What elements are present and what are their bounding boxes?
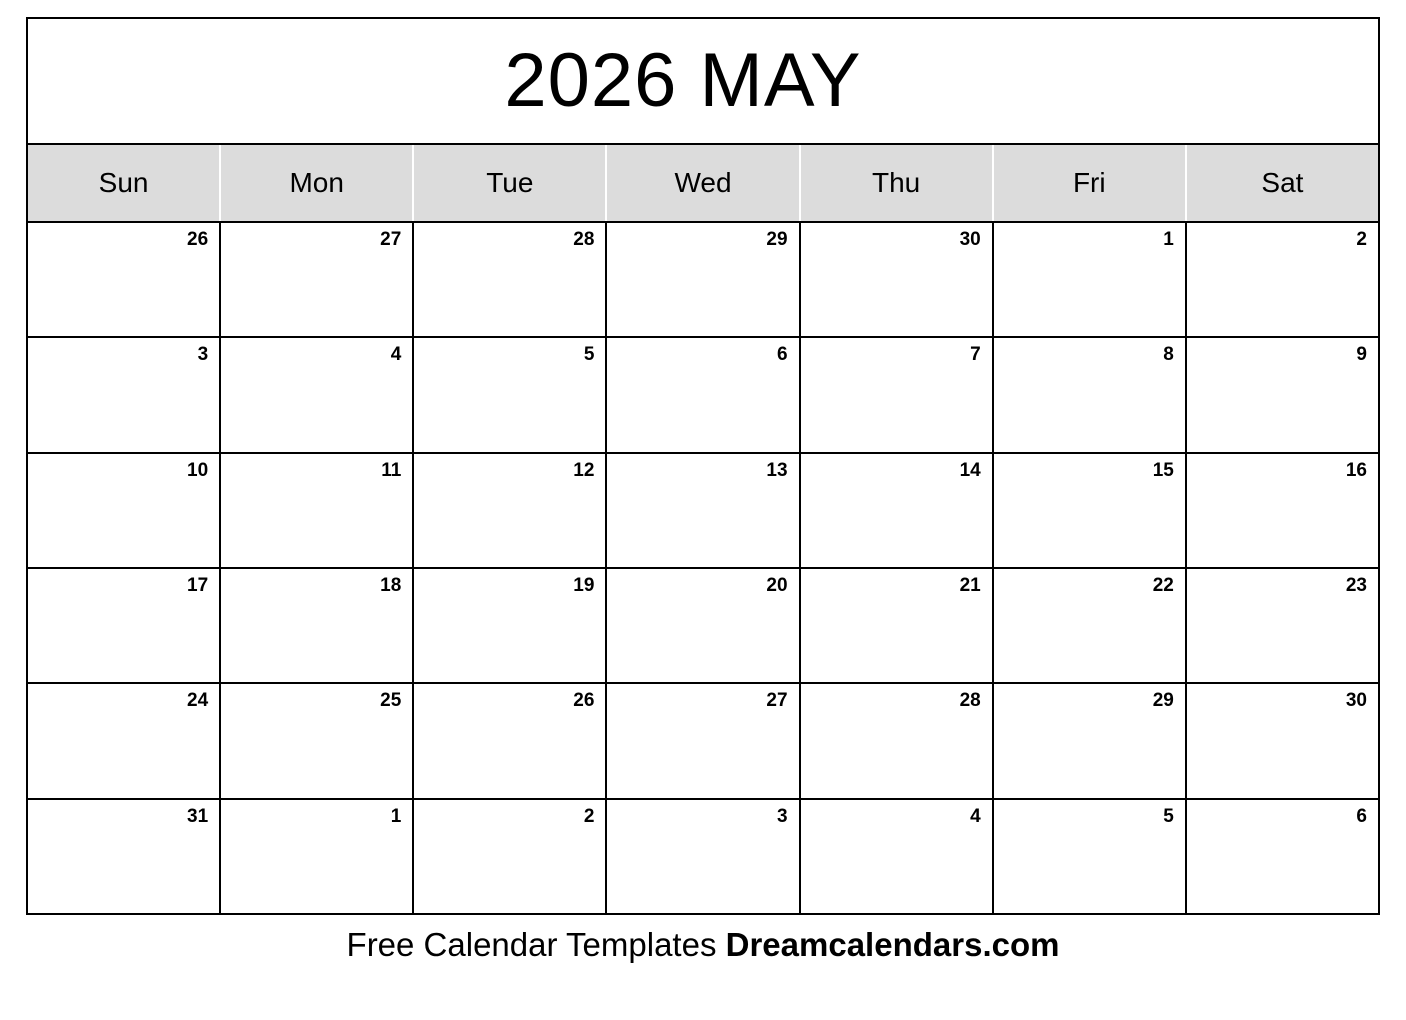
day-number: 3 bbox=[197, 344, 209, 366]
day-cell[interactable] bbox=[994, 338, 1187, 451]
day-number: 23 bbox=[1345, 574, 1367, 596]
day-number: 15 bbox=[1152, 459, 1174, 481]
calendar-week-row bbox=[28, 684, 1378, 799]
day-cell[interactable] bbox=[1187, 569, 1378, 682]
day-number: 1 bbox=[1163, 229, 1174, 250]
day-cell[interactable] bbox=[221, 223, 414, 336]
day-cell[interactable] bbox=[28, 800, 221, 913]
day-cell[interactable] bbox=[801, 338, 994, 451]
calendar-title-bar bbox=[28, 19, 1378, 143]
day-number: 12 bbox=[573, 459, 595, 481]
day-number: 20 bbox=[766, 574, 788, 596]
day-number: 10 bbox=[187, 459, 209, 481]
day-number: 6 bbox=[1356, 805, 1367, 827]
day-number: 29 bbox=[1152, 690, 1174, 712]
day-number: 22 bbox=[1152, 574, 1174, 596]
day-cell[interactable] bbox=[1187, 338, 1378, 451]
day-number: 7 bbox=[970, 344, 981, 366]
calendar-week-row bbox=[28, 569, 1378, 684]
day-number: 25 bbox=[380, 690, 402, 712]
day-cell[interactable] bbox=[994, 569, 1187, 682]
day-cell[interactable] bbox=[1187, 684, 1378, 797]
day-number: 18 bbox=[380, 574, 402, 596]
day-cell[interactable] bbox=[414, 223, 607, 336]
day-number: 3 bbox=[776, 805, 788, 827]
day-number: 28 bbox=[573, 229, 595, 250]
day-cell[interactable] bbox=[607, 684, 800, 797]
day-cell[interactable] bbox=[221, 684, 414, 797]
day-number: 14 bbox=[959, 459, 981, 481]
day-number: 27 bbox=[766, 690, 788, 712]
day-cell[interactable] bbox=[994, 800, 1187, 913]
day-number: 5 bbox=[1163, 805, 1174, 827]
day-cell[interactable] bbox=[1187, 800, 1378, 913]
day-number: 4 bbox=[390, 344, 402, 366]
day-cell[interactable] bbox=[28, 454, 221, 567]
footer bbox=[0, 925, 1406, 965]
day-number: 13 bbox=[766, 459, 788, 481]
day-cell[interactable] bbox=[607, 800, 800, 913]
day-cell[interactable] bbox=[801, 569, 994, 682]
day-cell[interactable] bbox=[28, 684, 221, 797]
day-number: 2 bbox=[1356, 229, 1367, 250]
day-number: 5 bbox=[583, 344, 595, 366]
weekday-header-fri: Fri bbox=[994, 145, 1187, 221]
day-cell[interactable] bbox=[414, 338, 607, 451]
day-cell[interactable] bbox=[221, 569, 414, 682]
day-cell[interactable] bbox=[1187, 454, 1378, 567]
day-cell[interactable] bbox=[28, 338, 221, 451]
calendar-week-row bbox=[28, 800, 1378, 913]
day-cell[interactable] bbox=[801, 454, 994, 567]
day-number: 28 bbox=[959, 690, 981, 712]
day-number: 8 bbox=[1163, 344, 1174, 366]
day-number: 1 bbox=[390, 805, 402, 827]
day-number: 27 bbox=[380, 229, 402, 250]
day-cell[interactable] bbox=[28, 569, 221, 682]
day-number: 30 bbox=[959, 229, 981, 250]
day-cell[interactable] bbox=[414, 569, 607, 682]
calendar-frame bbox=[26, 17, 1380, 915]
calendar-week-row bbox=[28, 454, 1378, 569]
weekday-header-mon: Mon bbox=[221, 145, 414, 221]
day-cell[interactable] bbox=[801, 800, 994, 913]
calendar-week-row bbox=[28, 223, 1378, 338]
day-cell[interactable] bbox=[994, 684, 1187, 797]
day-cell[interactable] bbox=[607, 454, 800, 567]
day-number: 6 bbox=[776, 344, 788, 366]
day-number: 21 bbox=[959, 574, 981, 596]
day-number: 11 bbox=[381, 459, 402, 481]
day-cell[interactable] bbox=[28, 223, 221, 336]
weekday-header-tue: Tue bbox=[414, 145, 607, 221]
day-number: 24 bbox=[187, 690, 209, 712]
footer-text: Free Calendar Templates bbox=[346, 926, 726, 963]
day-cell[interactable] bbox=[1187, 223, 1378, 336]
day-cell[interactable] bbox=[221, 800, 414, 913]
footer-brand: Dreamcalendars.com bbox=[725, 926, 1060, 963]
calendar-week-row bbox=[28, 338, 1378, 453]
day-number: 26 bbox=[187, 229, 209, 250]
weekday-header-sun: Sun bbox=[28, 145, 221, 221]
day-number: 29 bbox=[766, 229, 788, 250]
day-number: 16 bbox=[1345, 459, 1367, 481]
page-title: 2026 MAY bbox=[504, 38, 862, 123]
day-cell[interactable] bbox=[801, 223, 994, 336]
calendar-grid bbox=[28, 223, 1378, 913]
day-cell[interactable] bbox=[994, 223, 1187, 336]
day-cell[interactable] bbox=[801, 684, 994, 797]
day-cell[interactable] bbox=[607, 338, 800, 451]
day-cell[interactable] bbox=[414, 800, 607, 913]
day-cell[interactable] bbox=[414, 684, 607, 797]
day-cell[interactable] bbox=[414, 454, 607, 567]
day-number: 2 bbox=[583, 805, 595, 827]
day-number: 4 bbox=[970, 805, 981, 827]
day-number: 17 bbox=[187, 574, 209, 596]
weekday-header-row bbox=[28, 143, 1378, 223]
day-number: 26 bbox=[573, 690, 595, 712]
day-cell[interactable] bbox=[221, 338, 414, 451]
day-number: 31 bbox=[187, 805, 209, 827]
day-number: 19 bbox=[573, 574, 595, 596]
day-cell[interactable] bbox=[607, 223, 800, 336]
day-cell[interactable] bbox=[607, 569, 800, 682]
weekday-header-wed: Wed bbox=[607, 145, 800, 221]
day-number: 9 bbox=[1356, 344, 1367, 366]
day-cell[interactable] bbox=[994, 454, 1187, 567]
weekday-header-thu: Thu bbox=[801, 145, 994, 221]
day-cell[interactable] bbox=[221, 454, 414, 567]
weekday-header-sat: Sat bbox=[1187, 145, 1378, 221]
day-number: 30 bbox=[1345, 690, 1367, 712]
